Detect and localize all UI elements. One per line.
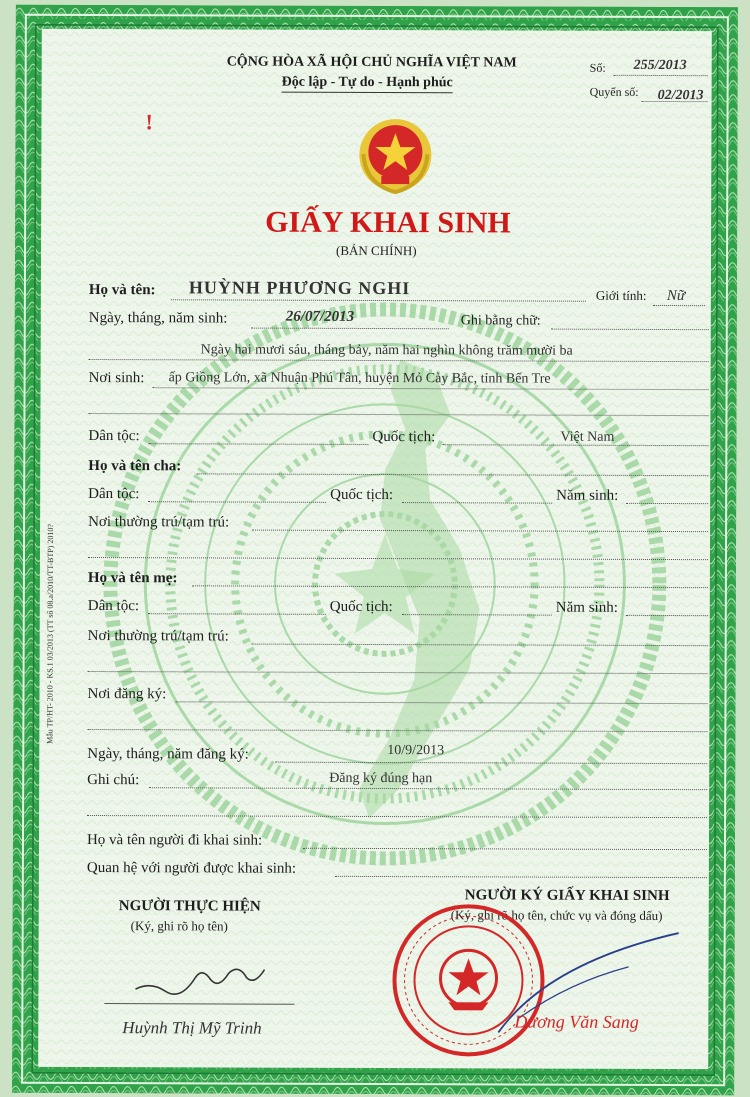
- cha-noi-tru-label: Nơi thường trú/tạm trú:: [88, 513, 230, 531]
- quan-he-label: Quan hệ với người được khai sinh:: [86, 859, 297, 877]
- quoc-tich-value: Việt Nam: [560, 429, 615, 445]
- me-noi-tru-label: Nơi thường trú/tạm trú:: [87, 627, 229, 645]
- side-text: Mẫu TP/HT- 2010 - KS.1 03/2013 (TT số 08.a/2010/TT-BTP) 2010?: [45, 524, 56, 744]
- nguoi-thuc-hien-note: (Ký, ghi rõ họ tên): [130, 918, 228, 934]
- cha-dan-toc-label: Dân tộc:: [88, 485, 140, 503]
- ho-ten-value: HUỲNH PHƯƠNG NGHI: [188, 277, 411, 299]
- certificate-paper: [12, 5, 738, 1096]
- cha-label: Họ và tên cha:: [88, 457, 182, 475]
- noi-dang-ky-label: Nơi đăng ký:: [87, 685, 167, 703]
- quyen-value: 02/2013: [657, 87, 704, 104]
- right-signature-scribble: [478, 922, 688, 1053]
- red-mark: !: [145, 109, 153, 135]
- ghi-chu-value: Đăng ký đúng hạn: [329, 770, 433, 787]
- noi-sinh-label: Nơi sinh:: [88, 369, 145, 387]
- certificate-body: [38, 29, 712, 1069]
- cha-nam-sinh-label: Năm sinh:: [556, 487, 619, 504]
- nguoi-ky-note: (Ký, ghi rõ họ tên, chức vụ và đóng dấu): [450, 907, 663, 924]
- ngay-dang-ky-label: Ngày, tháng, năm đăng ký:: [87, 745, 249, 763]
- me-label: Họ và tên mẹ:: [87, 569, 178, 587]
- me-dan-toc-label: Dân tộc:: [87, 597, 140, 615]
- noi-sinh-value: ấp Giồng Lớn, xã Nhuận Phú Tân, huyện Mỏ Cày Bắc, tỉnh Bến Tre: [168, 370, 551, 387]
- dan-toc-label: Dân tộc:: [88, 427, 140, 445]
- nguoi-thuc-hien-title: NGƯỜI THỰC HIỆN: [118, 898, 261, 915]
- left-signature-name: Huỳnh Thị Mỹ Trinh: [122, 1018, 262, 1038]
- ngay-dang-ky-value: 10/9/2013: [387, 743, 445, 759]
- ghi-chu-label: Ghi chú:: [87, 771, 140, 789]
- gioi-tinh-value: Nữ: [666, 288, 686, 305]
- nguoi-khai-label: Họ và tên người đi khai sinh:: [86, 831, 263, 849]
- right-signature-name: Dương Văn Sang: [514, 1011, 639, 1032]
- so-value: 255/2013: [633, 57, 687, 74]
- nguoi-ky-title: NGƯỜI KÝ GIẤY KHAI SINH: [464, 887, 670, 905]
- ngay-sinh-label: Ngày, tháng, năm sinh:: [88, 309, 228, 327]
- quoc-tich-label: Quốc tịch:: [372, 428, 436, 446]
- me-quoc-tich-label: Quốc tịch:: [329, 598, 393, 616]
- quyen-label: Quyển số:: [589, 84, 639, 99]
- document-subtitle: (BẢN CHÍNH): [336, 242, 417, 259]
- ho-ten-label: Họ và tên:: [88, 281, 156, 299]
- country-name: CỘNG HÒA XÃ HỘI CHỦ NGHĨA VIỆT NAM: [226, 54, 517, 71]
- ghi-bang-chu-label: Ghi bằng chữ:: [460, 313, 541, 329]
- national-motto: Độc lập - Tự do - Hạnh phúc: [282, 74, 453, 94]
- document-title: GIẤY KHAI SINH: [265, 205, 511, 240]
- ghi-bang-chu-value: Ngày hai mươi sáu, tháng bảy, năm hai nghìn không trăm mười ba: [200, 342, 573, 359]
- side-form-code: [45, 404, 60, 744]
- left-signature-scribble: [130, 951, 280, 998]
- gioi-tinh-label: Giới tính:: [595, 287, 647, 303]
- me-nam-sinh-label: Năm sinh:: [555, 599, 618, 616]
- so-label: Số:: [589, 60, 606, 75]
- ngay-sinh-value: 26/07/2013: [285, 308, 355, 325]
- national-emblem-icon: [355, 114, 435, 196]
- cha-quoc-tich-label: Quốc tịch:: [330, 486, 394, 504]
